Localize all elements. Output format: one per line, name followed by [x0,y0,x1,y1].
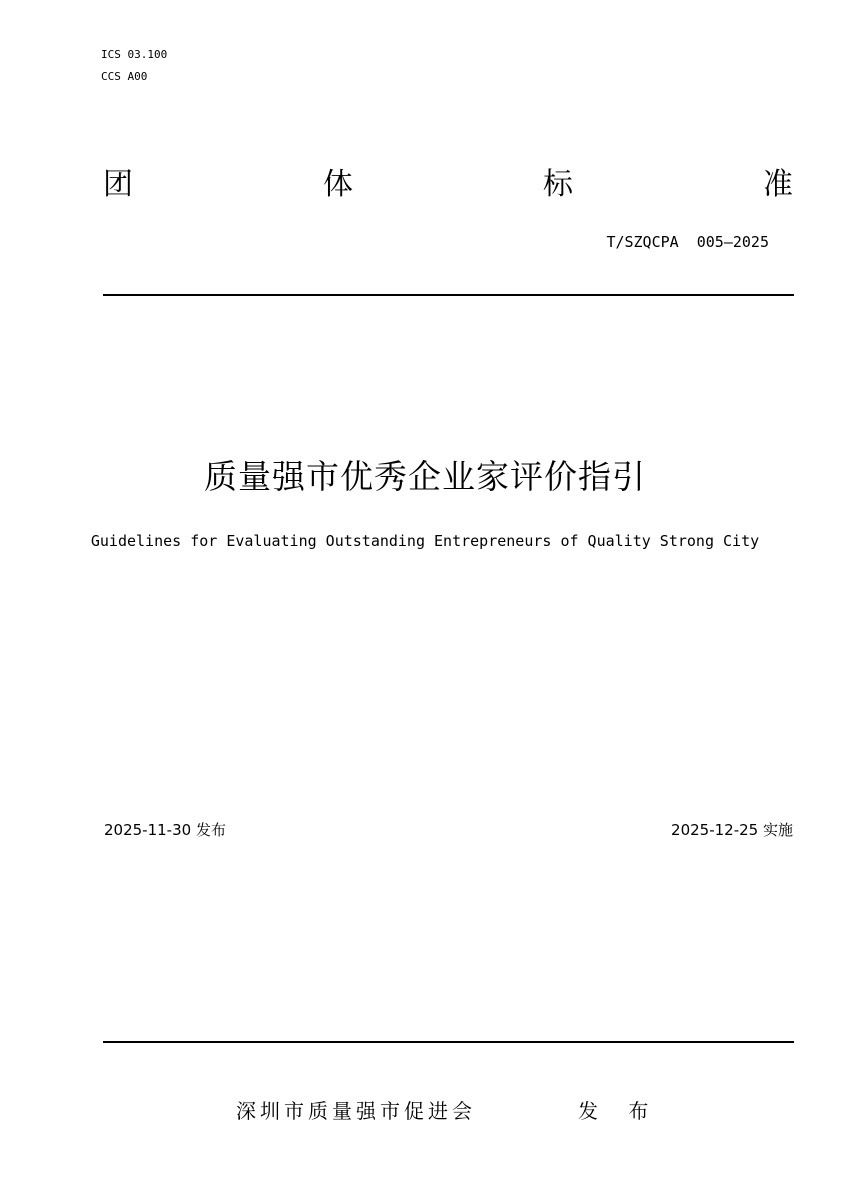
publish-date: 2025-11-30 发布 [104,821,226,839]
bottom-divider [103,1041,794,1043]
issuer-name: 深圳市质量强市促进会 [236,1099,476,1123]
standard-number: T/SZQCPA 005—2025 [606,233,769,251]
title-english: Guidelines for Evaluating Outstanding Entrepreneurs of Quality Strong City [90,532,760,550]
standard-type-heading [103,164,793,206]
ccs-code: CCS A00 [101,70,148,83]
standard-type-char: 体 [323,167,353,202]
standard-type-char: 准 [763,167,793,202]
issuer-action: 发 布 [578,1099,661,1123]
ics-code: ICS 03.100 [101,48,168,61]
top-divider [103,294,794,296]
standard-type-char: 标 [543,167,573,202]
classification-codes [101,44,167,88]
standard-type-char: 团 [103,167,133,202]
implement-date: 2025-12-25 实施 [671,821,793,839]
title-chinese: 质量强市优秀企业家评价指引 [204,457,646,496]
